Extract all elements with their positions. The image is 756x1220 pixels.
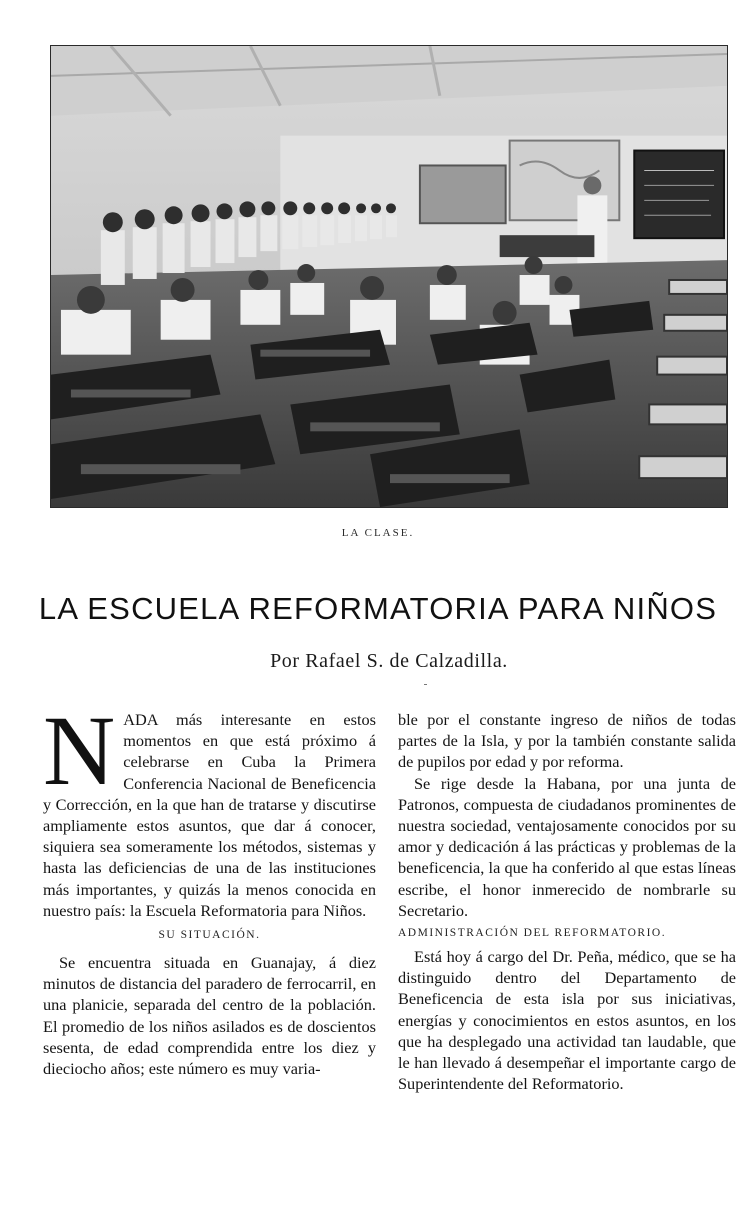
- article-byline: Por Rafael S. de Calzadilla.: [270, 650, 508, 672]
- section-heading-situacion: SU SITUACIÓN.: [158, 929, 261, 942]
- classroom-illustration: [51, 46, 727, 507]
- paragraph-patronos: Se rige desde la Habana, por una junta de Patronos, compuesta de ciudadanos prominentes de nuestra sociedad, ventajosamente conocidos por su amor y dedicación á las prácticas y problemas de la beneficencia, la que ha conferido al que estas líneas escribe, el honor inmerecido de nombrarle su Secretario.: [398, 773, 736, 920]
- paragraph-situacion-continued: ble por el constante ingreso de niños de todas partes de la Isla, y por la también constante salida de pupilos por edad y por reforma.: [398, 710, 736, 772]
- paragraph-situacion: Se encuentra situada en Guanajay, á diez minutos de distancia del paradero de ferrocarril, en una planicie, separada del centro de la población. El promedio de los niños asilados es de doscientos sesenta, de edad comprendida entre los diez y dieciocho años; este número es muy varia-: [43, 953, 376, 1079]
- section-heading-administracion: ADMINISTRACIÓN DEL REFORMATORIO.: [398, 927, 667, 940]
- right-column: [398, 709, 736, 1094]
- photo-caption: LA CLASE.: [341, 527, 415, 539]
- article-title: LA ESCUELA REFORMATORIA PARA NIÑOS: [38, 591, 718, 626]
- left-column: [43, 695, 376, 1079]
- ornament-mark: [424, 684, 427, 685]
- paragraph-intro-text: ADA más interesante en estos momentos en que está próximo á celebrarse en Cuba la Primera Conferencia Nacional de Beneficencia y Corrección, en la que han de tratarse y discutirse ampliamente estos asuntos, que dar á conocer, siquiera sea someramente los métodos, sistemas y hasta las deficiencias de una de las instituciones más importantes, y quizás la menos conocida en nuestro país: la Escuela Reformatoria para Niños.: [43, 710, 376, 920]
- paragraph-administracion: Está hoy á cargo del Dr. Peña, médico, que se ha distinguido dentro del Departamento de Beneficencia de esta isla por sus iniciativas, energías y conocimientos en estos asuntos, en los que ha desplegado una actividad tan laudable, que le han llevado á desempeñar el importante cargo de Superintendente del Reformatorio.: [398, 947, 736, 1094]
- classroom-photo: [50, 45, 728, 508]
- drop-cap: N: [43, 695, 116, 806]
- paragraph-intro: [43, 695, 376, 921]
